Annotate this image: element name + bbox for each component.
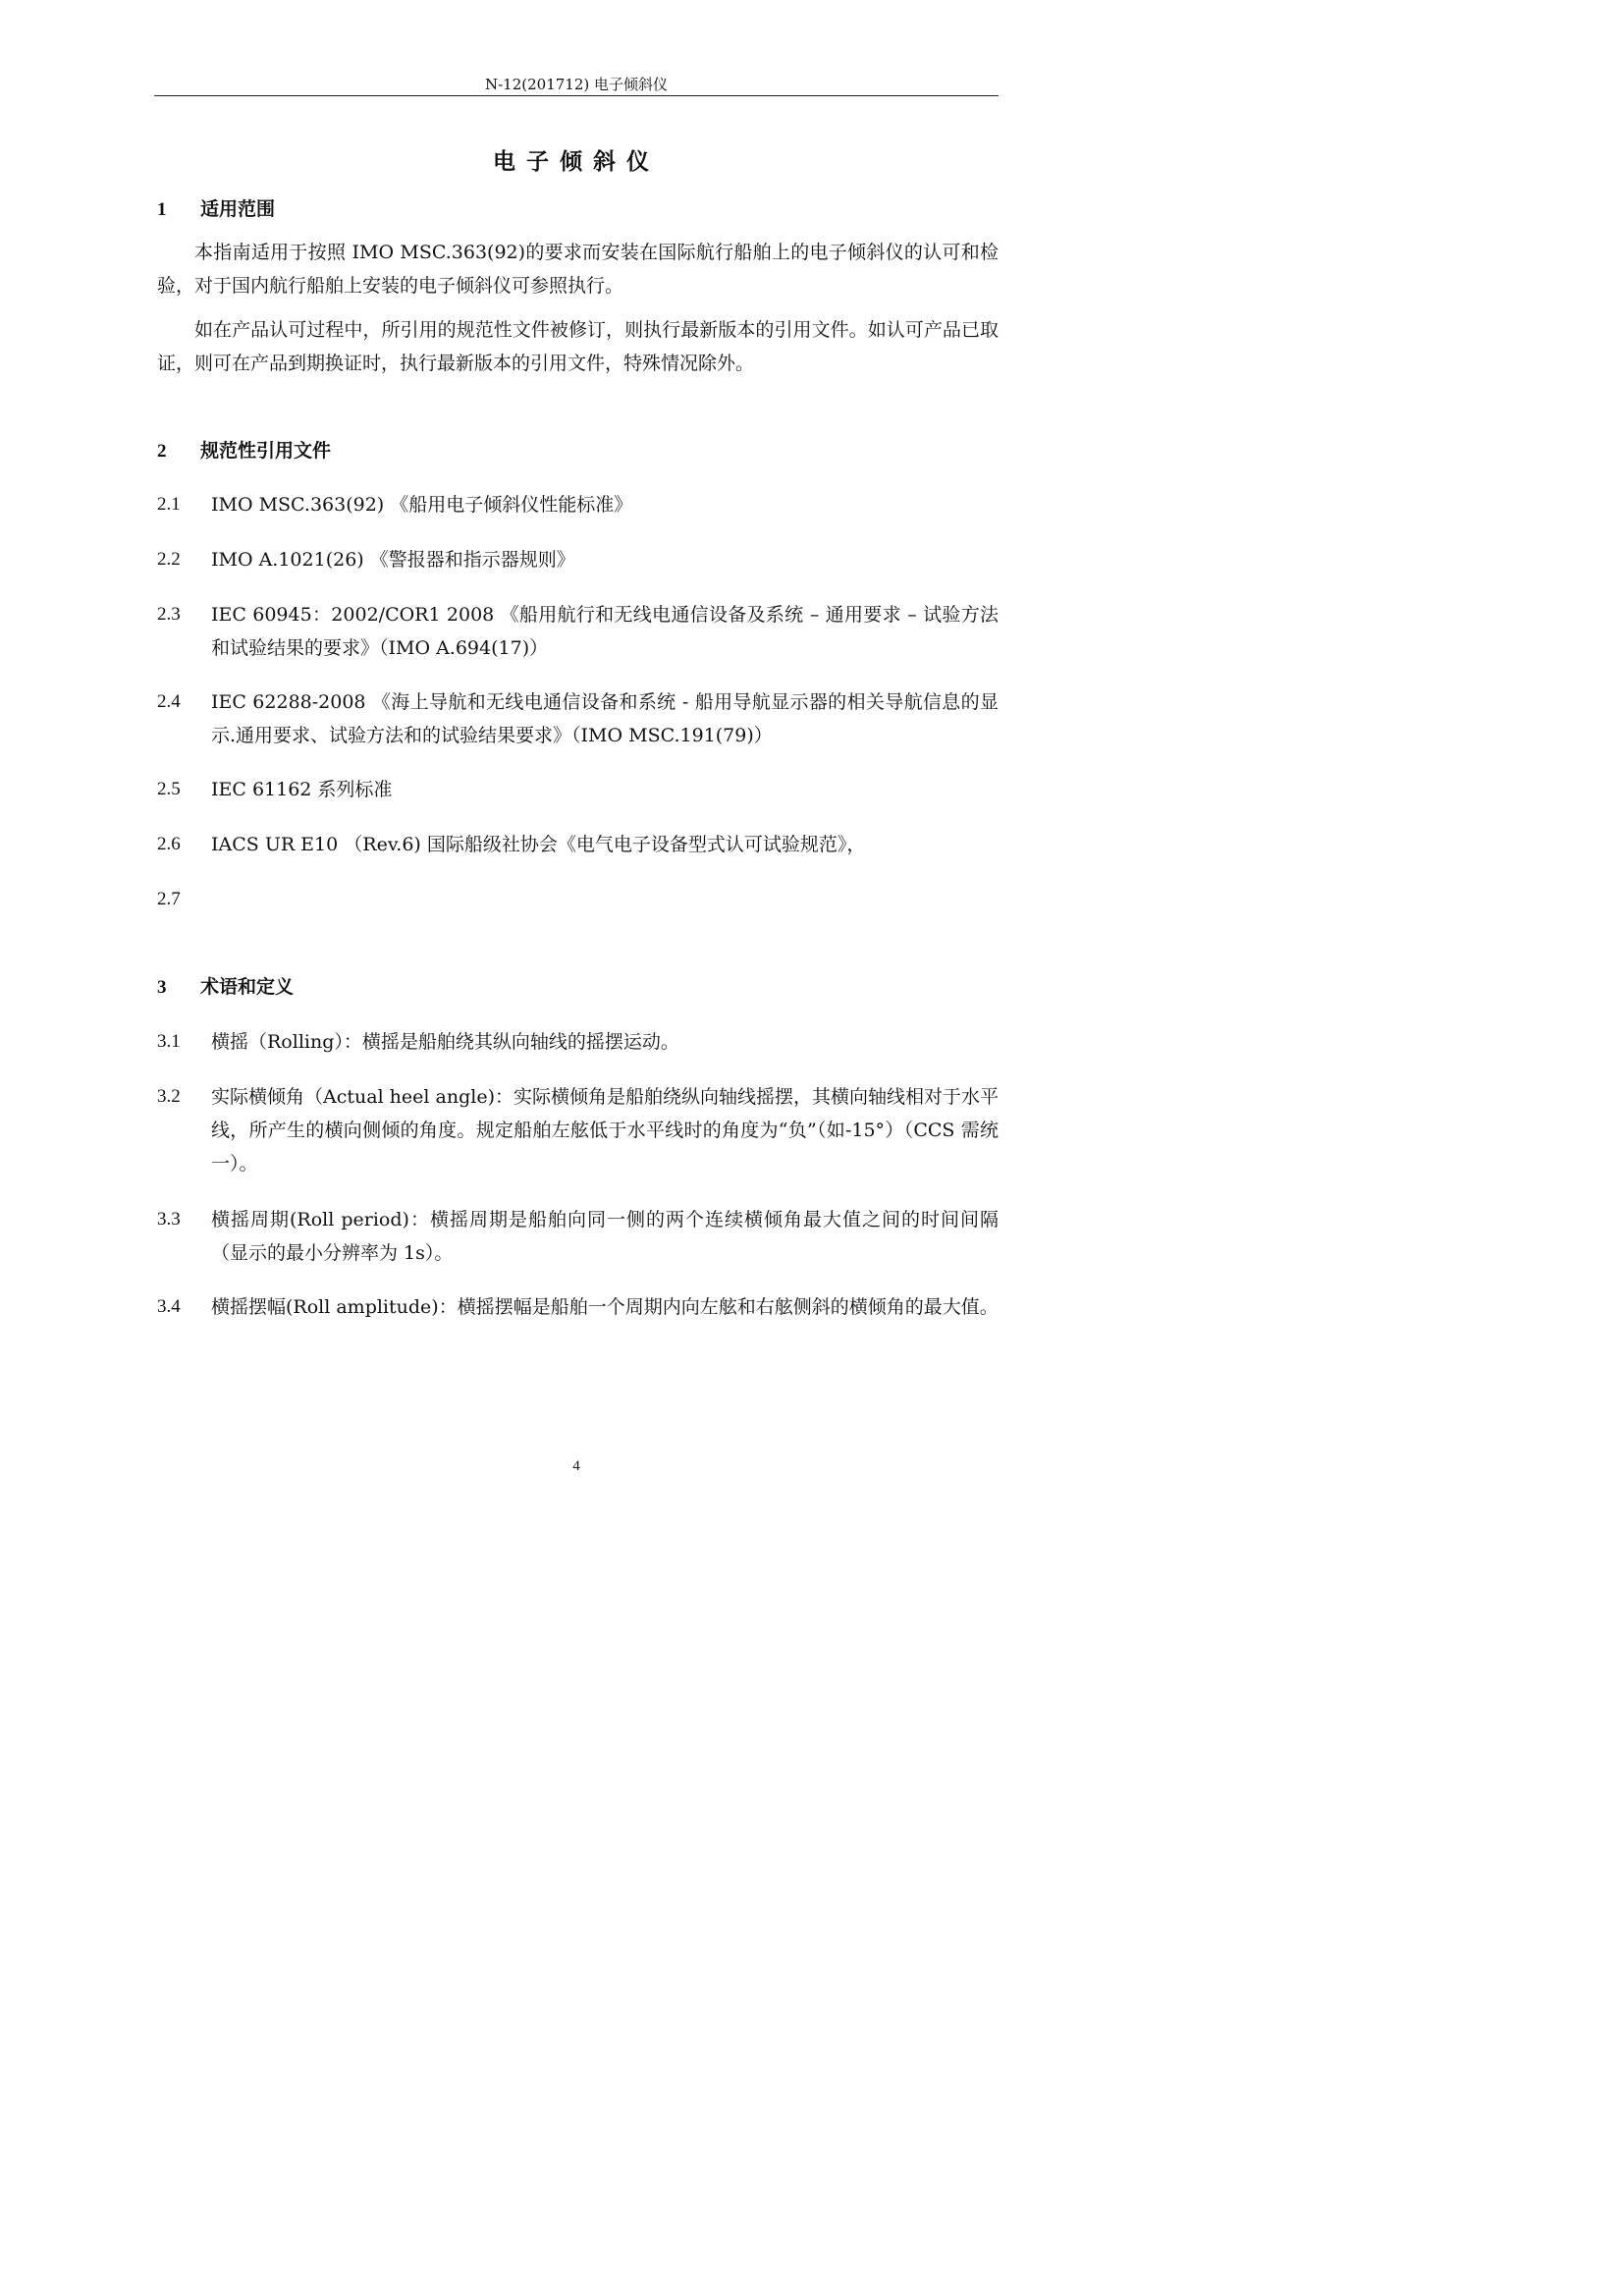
item-text: 横摇摆幅(Roll amplitude)：横摇摆幅是船舶一个周期内向左舷和右舷侧斜的横倾角的最大值。 [211, 1296, 999, 1318]
reference-item-2-1 [157, 488, 999, 521]
item-text: IEC 62288-2008 《海上导航和无线电通信设备和系统 - 船用导航显示器的相关导航信息的显示.通用要求、试验方法和的试验结果要求》（IMO MSC.191(79)） [211, 691, 999, 746]
section-1-heading [157, 197, 275, 222]
item-text: IEC 60945：2002/COR1 2008 《船用航行和无线电通信设备及系统 – 通用要求 – 试验方法和试验结果的要求》（IMO A.694(17)） [211, 604, 999, 659]
item-text: 实际横倾角（Actual heel angle)：实际横倾角是船舶绕纵向轴线摇摆，其横向轴线相对于水平线，所产生的横向侧倾的角度。规定船舶左舷低于水平线时的角度为“负”（如-15°）（CCS 需统一）。 [211, 1086, 999, 1175]
item-text: IMO A.1021(26) 《警报器和指示器规则》 [211, 549, 575, 571]
section-1-title: 适用范围 [200, 198, 276, 220]
section-2-number: 2 [157, 441, 167, 462]
definition-item-3-4 [157, 1290, 999, 1324]
section-1-number: 1 [157, 199, 167, 220]
section-3-number: 3 [157, 977, 167, 998]
item-number: 2.1 [157, 494, 181, 515]
header-rule [154, 95, 999, 96]
item-text: 横摇（Rolling）：横摇是船舶绕其纵向轴线的摇摆运动。 [211, 1031, 679, 1053]
document-title: 电子倾斜仪 [493, 149, 660, 175]
item-number: 2.7 [157, 889, 181, 909]
definition-item-3-3 [157, 1203, 999, 1270]
item-number: 3.2 [157, 1086, 181, 1107]
section-2-title: 规范性引用文件 [200, 440, 332, 462]
reference-item-2-5 [157, 773, 999, 806]
section-1-paragraph-1: 本指南适用于按照 IMO MSC.363(92)的要求而安装在国际航行船舶上的电子倾斜仪的认可和检验，对于国内航行船舶上安装的电子倾斜仪可参照执行。 [157, 242, 999, 297]
item-number: 3.1 [157, 1031, 181, 1052]
reference-item-2-4 [157, 685, 999, 752]
running-header: N-12(201712) 电子倾斜仪 [484, 76, 668, 93]
item-number: 2.5 [157, 779, 181, 799]
item-number: 3.4 [157, 1296, 181, 1317]
section-3-title: 术语和定义 [200, 976, 295, 998]
item-number: 2.2 [157, 549, 181, 570]
definition-item-3-2 [157, 1080, 999, 1180]
reference-item-2-6 [157, 828, 999, 861]
section-2-heading [157, 439, 331, 464]
section-3-heading [157, 975, 294, 1000]
reference-item-2-3 [157, 598, 999, 665]
item-number: 3.3 [157, 1209, 181, 1230]
item-number: 2.3 [157, 604, 181, 625]
item-number: 2.6 [157, 834, 181, 854]
definition-item-3-1 [157, 1025, 999, 1059]
reference-item-2-2 [157, 543, 999, 576]
item-text: 横摇周期(Roll period)：横摇周期是船舶向同一侧的两个连续横倾角最大值之间的时间间隔（显示的最小分辨率为 1s）。 [211, 1209, 999, 1264]
item-number: 2.4 [157, 691, 181, 712]
item-text: IACS UR E10 （Rev.6) 国际船级社协会《电气电子设备型式认可试验规范》， [211, 834, 866, 855]
section-1-paragraph-2: 如在产品认可过程中，所引用的规范性文件被修订，则执行最新版本的引用文件。如认可产品已取证，则可在产品到期换证时，执行最新版本的引用文件，特殊情况除外。 [157, 319, 999, 374]
item-text: IEC 61162 系列标准 [211, 779, 393, 800]
page-number: 4 [572, 1458, 580, 1474]
item-text: IMO MSC.363(92) 《船用电子倾斜仪性能标准》 [211, 494, 633, 516]
